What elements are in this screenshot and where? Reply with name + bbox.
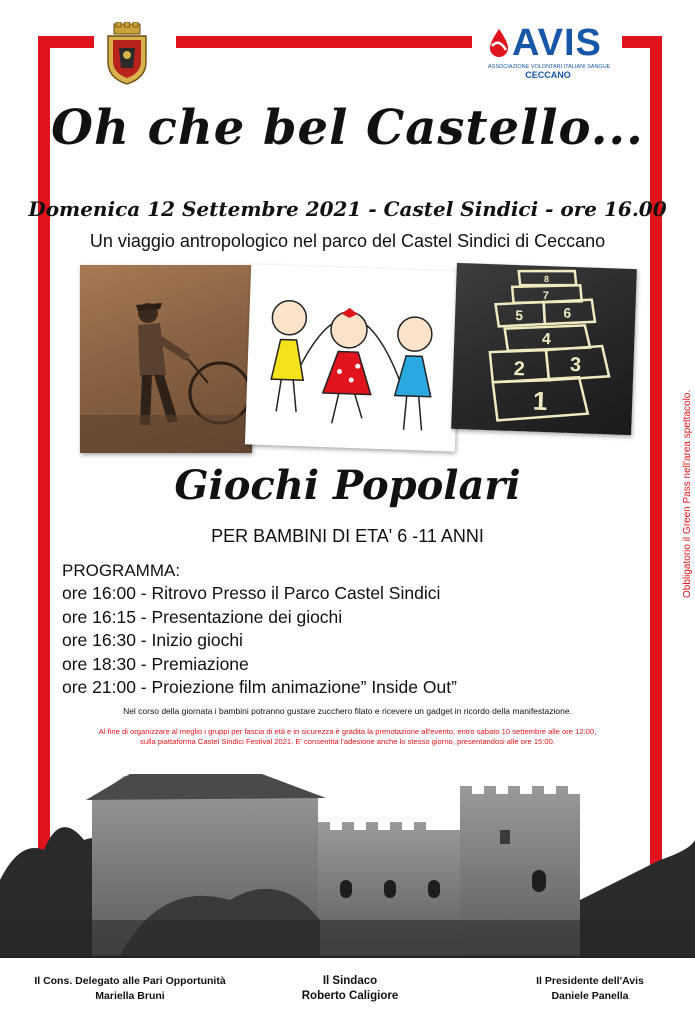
hopscotch-number-8: 8 <box>543 273 550 285</box>
signature-role: Il Cons. Delegato alle Pari Opportunità <box>34 975 226 987</box>
hopscotch-number-6: 6 <box>563 304 572 321</box>
booking-note-line-1: Al fine di organizzare al meglio i gruppi per fascia di età e in sicurezza è gradita la prenotazione all'evento, entro sabato 10 settembre alle ore 12:00, <box>98 727 597 736</box>
hopscotch-number-2: 2 <box>513 357 526 381</box>
games-audience: PER BAMBINI DI ETA' 6 -11 ANNI <box>211 526 484 546</box>
avis-association-text: ASSOCIAZIONE VOLONTARI ITALIANI SANGUE <box>488 64 611 70</box>
program-item: ore 16:00 - Ritrovo Presso il Parco Castel Sindici <box>62 583 441 603</box>
signature-name: Roberto Caligiore <box>301 990 399 1002</box>
signature-role: Il Presidente dell'Avis <box>536 975 644 987</box>
booking-note <box>0 727 695 747</box>
castel-sindici-castle-photo <box>0 770 695 956</box>
program-heading: PROGRAMMA: <box>62 561 181 580</box>
hopscotch-number-1: 1 <box>532 385 548 417</box>
hopscotch-court-photo <box>451 263 637 435</box>
program-list <box>62 560 642 700</box>
avis-brand-text: AVIS <box>512 22 602 64</box>
hopscotch-number-7: 7 <box>542 289 550 303</box>
frame-top-border-right <box>622 36 662 48</box>
event-date-line: Domenica 12 Settembre 2021 - Castel Sindici - ore 16.00 <box>28 197 667 221</box>
program-item: ore 16:15 - Presentazione dei giochi <box>62 606 343 627</box>
signature-pari-opportunita <box>20 974 240 1004</box>
vintage-boy-hoop-photo <box>80 265 252 453</box>
hopscotch-number-5: 5 <box>514 306 524 324</box>
skipping-rope-kids-illustration <box>245 264 461 451</box>
signature-role: Il Sindaco <box>322 975 378 987</box>
avis-city-text: CECCANO <box>525 70 571 80</box>
signature-presidente-avis <box>500 974 680 1004</box>
frame-top-border-left <box>38 36 94 48</box>
frame-top-border-middle <box>176 36 472 48</box>
hopscotch-number-4: 4 <box>541 330 552 349</box>
hopscotch-number-3: 3 <box>569 353 582 377</box>
program-item: ore 21:00 - Proiezione film animazione” Inside Out” <box>62 677 457 697</box>
avis-wordmark <box>488 24 608 62</box>
green-pass-text: Obbligatorio il Green Pass nell'area spettacolo. <box>682 389 693 598</box>
green-pass-note <box>668 350 693 600</box>
day-note: Nel corso della giornata i bambini potranno gustare zucchero filato e ricevere un gadget in ricordo della manifestazione. <box>123 706 572 716</box>
signature-sindaco <box>280 974 420 1004</box>
ceccano-crest-logo <box>104 22 150 86</box>
program-item: ore 16:30 - Inizio giochi <box>62 630 243 650</box>
signature-footer <box>0 956 695 1025</box>
booking-note-line-2: sulla piattaforma Castel Sindici Festival 2021. E' consentita l'adesione anche lo stesso giorno, presentandosi alle ore 15:00. <box>140 737 555 746</box>
avis-logo <box>488 22 611 80</box>
signature-name: Daniele Panella <box>551 990 629 1002</box>
signature-name: Mariella Bruni <box>95 990 165 1002</box>
event-title: Oh che bel Castello... <box>51 100 644 156</box>
program-item: ore 18:30 - Premiazione <box>62 653 249 674</box>
games-title: Giochi Popolari <box>174 462 521 509</box>
event-tagline: Un viaggio antropologico nel parco del Castel Sindici di Ceccano <box>89 231 606 251</box>
blood-drop-icon <box>488 28 510 58</box>
